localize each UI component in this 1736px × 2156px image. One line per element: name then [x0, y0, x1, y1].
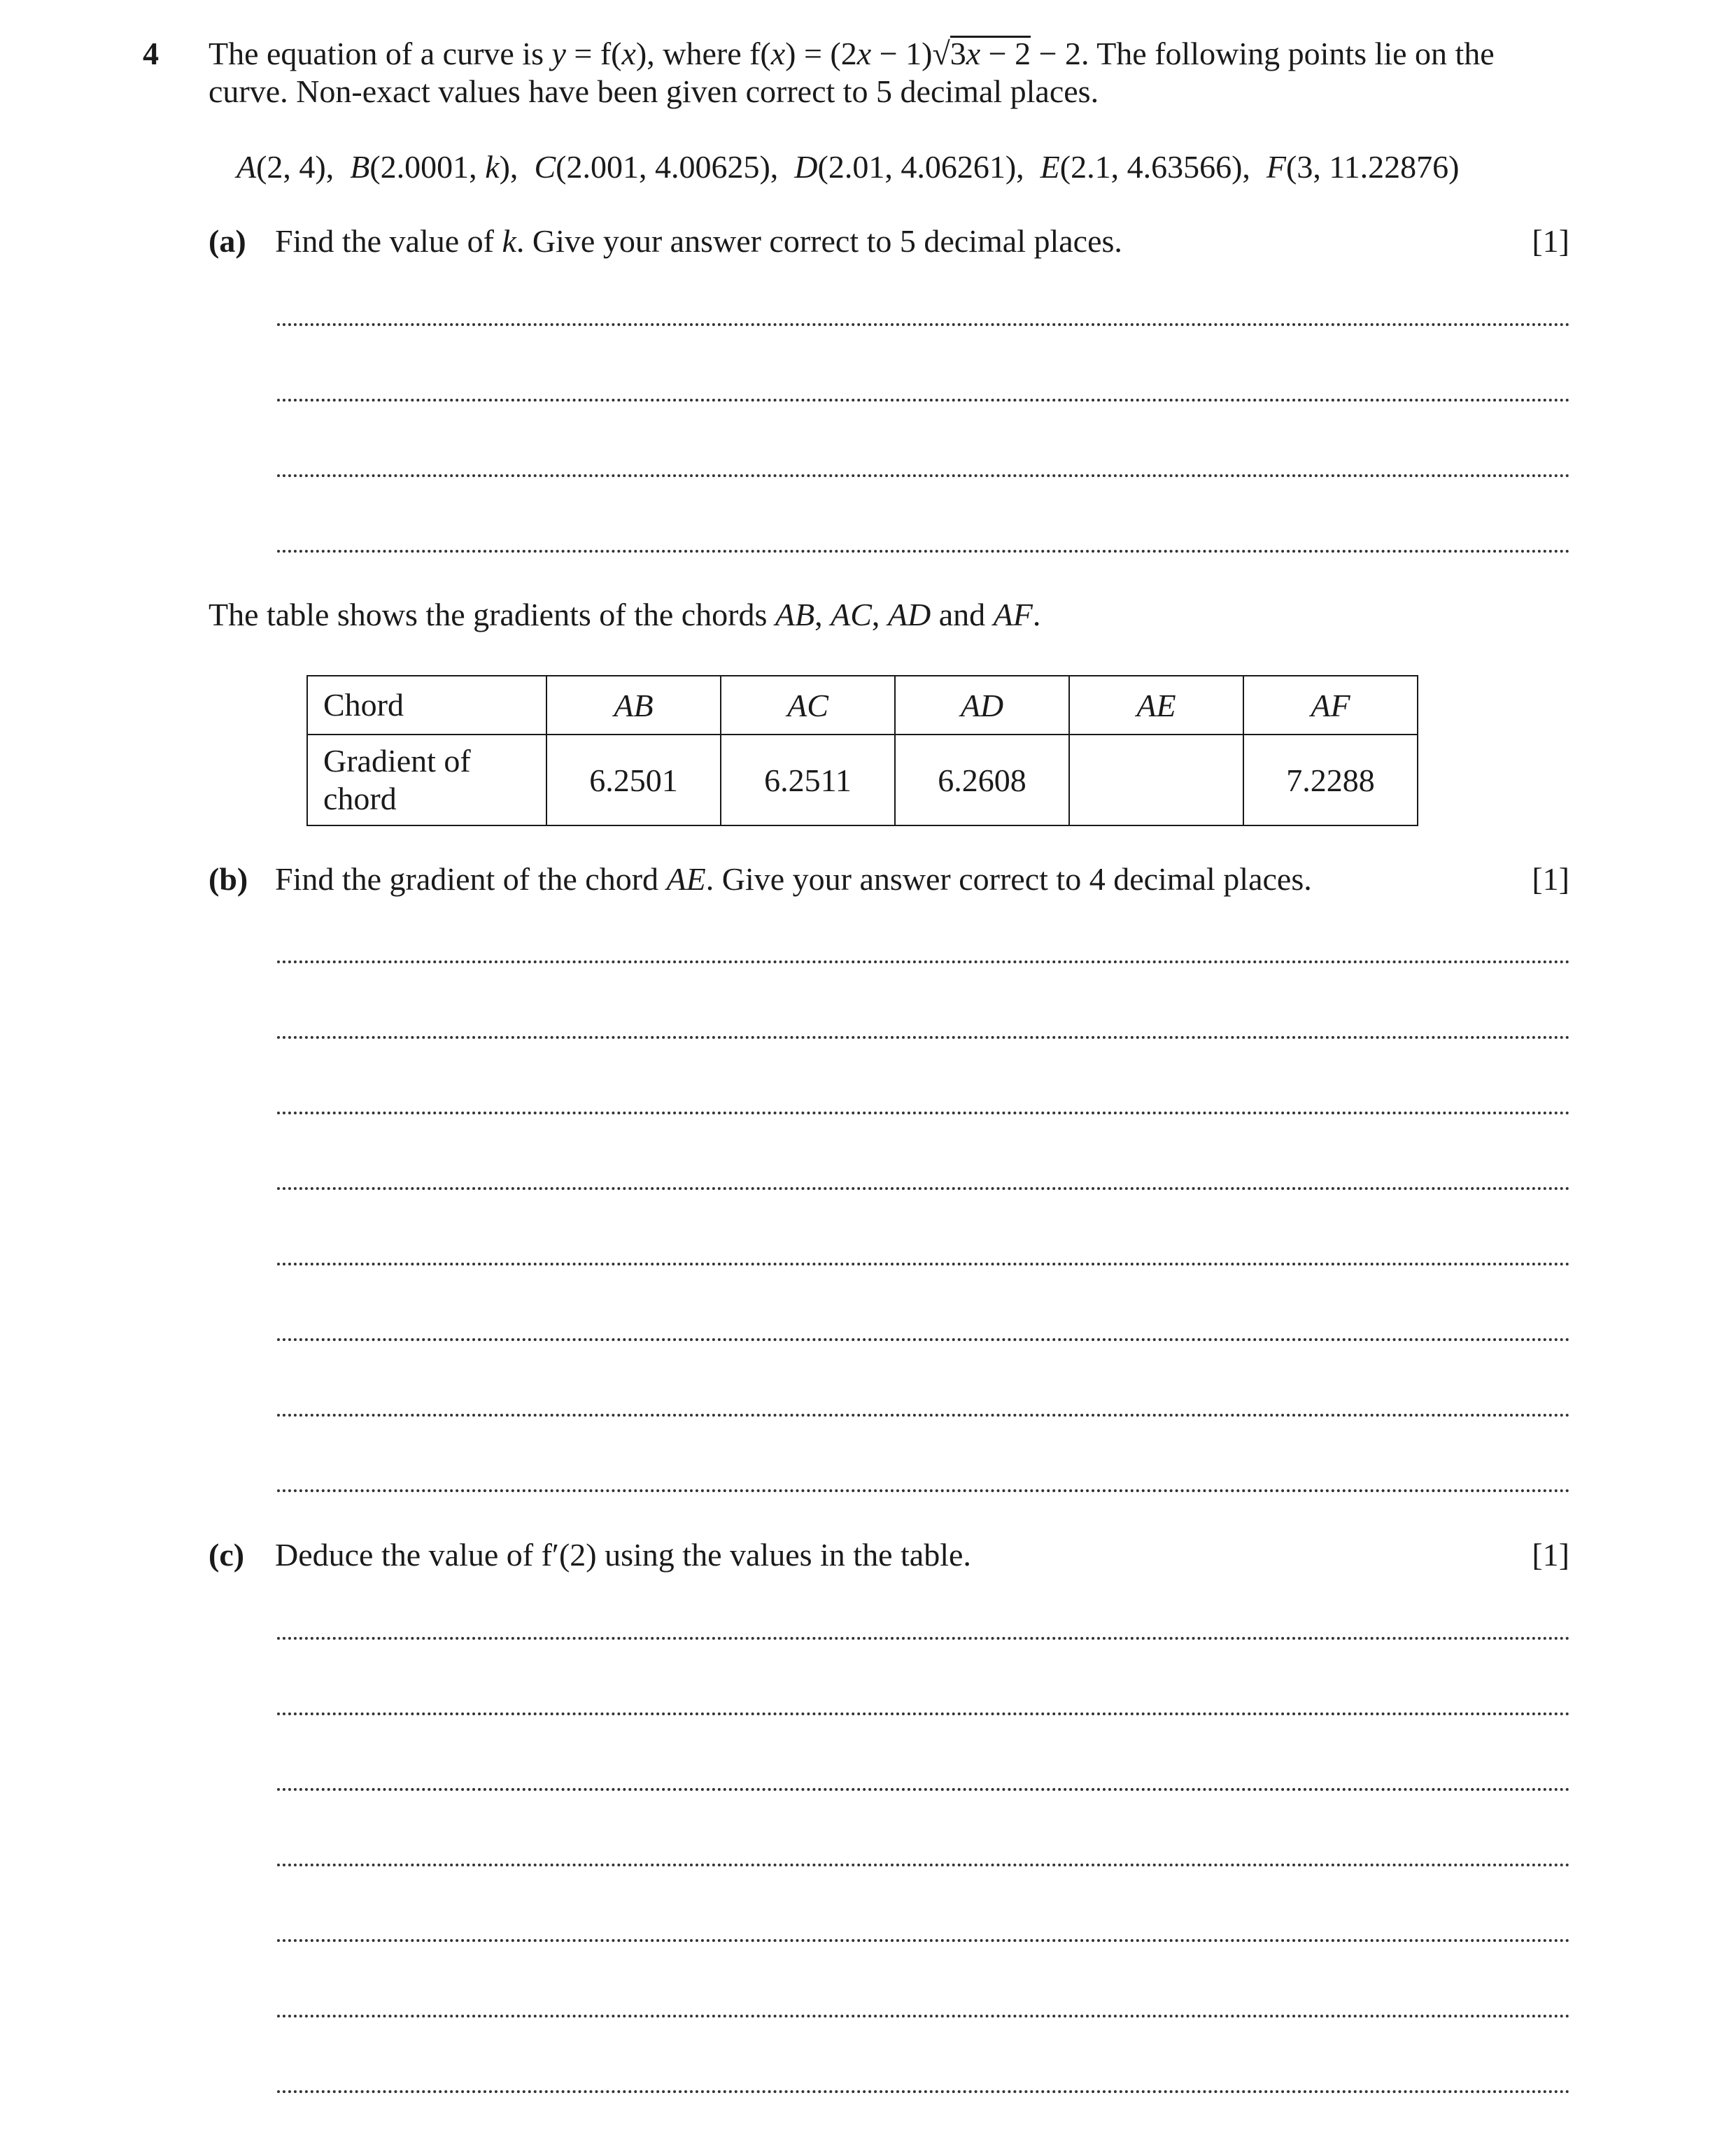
answer-line-b-3[interactable] — [277, 1112, 1570, 1114]
table-cell-gradient-ab: 6.2501 — [546, 735, 721, 825]
answer-line-a-4[interactable] — [277, 550, 1570, 553]
part-a-marks: [1] — [1532, 223, 1569, 259]
points-list: A(2, 4), B(2.0001, k), C(2.001, 4.00625), D(2.01, 4.06261), E(2.1, 4.63566), F(3, 11.22876) — [237, 149, 1460, 185]
table-cell-gradient-ac: 6.2511 — [721, 735, 895, 825]
answer-line-b-4[interactable] — [277, 1187, 1570, 1190]
table-cell-chord-af: AF — [1243, 676, 1418, 735]
answer-line-b-8[interactable] — [277, 1489, 1570, 1492]
question-stem-line2: curve. Non-exact values have been given correct to 5 decimal places. — [209, 73, 1099, 109]
question-stem-line1: The equation of a curve is y = f(x), where f(x) = (2x − 1)√3x − 2 − 2. The following points lie on the — [209, 36, 1495, 71]
answer-line-c-5[interactable] — [277, 1939, 1570, 1942]
part-b-label: (b) — [209, 861, 248, 897]
table-cell-gradient-ad: 6.2608 — [895, 735, 1069, 825]
answer-line-c-3[interactable] — [277, 1788, 1570, 1791]
part-c-label: (c) — [209, 1537, 245, 1573]
answer-line-b-2[interactable] — [277, 1036, 1570, 1039]
answer-line-a-3[interactable] — [277, 474, 1570, 477]
table-cell-gradient-af: 7.2288 — [1243, 735, 1418, 825]
table-header-chord: Chord — [307, 676, 546, 735]
answer-line-c-1[interactable] — [277, 1637, 1570, 1640]
answer-line-c-7[interactable] — [277, 2090, 1570, 2093]
table-row-gradients — [307, 735, 1418, 825]
part-b-marks: [1] — [1532, 861, 1569, 897]
part-a-label: (a) — [209, 223, 246, 259]
table-row-chords — [307, 676, 1418, 735]
answer-line-b-5[interactable] — [277, 1263, 1570, 1265]
table-cell-chord-ab: AB — [546, 676, 721, 735]
part-a-text: Find the value of k. Give your answer correct to 5 decimal places. — [275, 223, 1122, 259]
square-root: √3x − 2 — [932, 36, 1031, 71]
part-c-marks: [1] — [1532, 1537, 1569, 1573]
table-header-gradient: Gradient of chord — [307, 735, 546, 825]
question-number: 4 — [143, 36, 159, 71]
table-cell-chord-ae: AE — [1069, 676, 1243, 735]
table-cell-chord-ad: AD — [895, 676, 1069, 735]
answer-line-b-7[interactable] — [277, 1414, 1570, 1417]
answer-line-a-2[interactable] — [277, 399, 1570, 402]
part-c-text: Deduce the value of f′(2) using the values in the table. — [275, 1537, 971, 1573]
part-b-text: Find the gradient of the chord AE. Give your answer correct to 4 decimal places. — [275, 861, 1312, 897]
table-cell-chord-ac: AC — [721, 676, 895, 735]
answer-line-b-1[interactable] — [277, 960, 1570, 963]
answer-line-b-6[interactable] — [277, 1338, 1570, 1341]
answer-line-c-4[interactable] — [277, 1864, 1570, 1866]
answer-line-c-2[interactable] — [277, 1712, 1570, 1715]
chord-gradients-table — [306, 675, 1418, 826]
table-intro: The table shows the gradients of the chords AB, AC, AD and AF. — [209, 597, 1041, 632]
answer-line-a-1[interactable] — [277, 323, 1570, 326]
answer-line-c-6[interactable] — [277, 2015, 1570, 2017]
table-cell-gradient-ae[interactable] — [1069, 735, 1243, 825]
